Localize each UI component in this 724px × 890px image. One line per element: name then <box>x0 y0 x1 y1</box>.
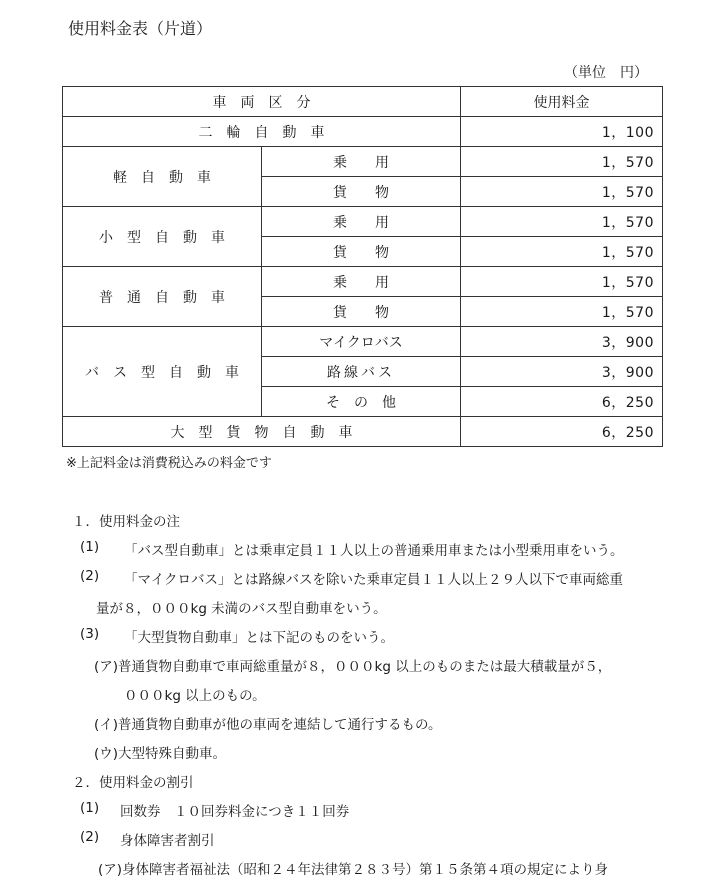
section1-item2-text: 「マイクロバス」とは路線バスを除いた乗車定員１１人以上２９人以下で車両総重 <box>124 572 623 588</box>
fee-value: 1，570 <box>461 267 663 297</box>
row-label: 二 輪 自 動 車 <box>63 117 461 147</box>
subrow-label: 路線バス <box>262 357 461 387</box>
subrow-label: 貨 物 <box>262 237 461 267</box>
row-label: 軽 自 動 車 <box>63 147 262 207</box>
fee-value: 3，900 <box>461 357 663 387</box>
section1-sub-a: (ア)普通貨物自動車で車両総重量が８，０００kg 以上のものまたは最大積載量が５， <box>94 659 612 675</box>
row-label: 普 通 自 動 車 <box>63 267 262 327</box>
section2-item2-text: 身体障害者割引 <box>120 833 215 849</box>
header-category: 車 両 区 分 <box>63 87 461 117</box>
subrow-label: そ の 他 <box>262 387 461 417</box>
table-row <box>63 207 663 237</box>
section2-item2-number: (2) <box>80 829 100 845</box>
table-row <box>63 147 663 177</box>
section1-item2-continuation: 量が８，０００kg 未満のバス型自動車をいう。 <box>96 601 387 617</box>
subrow-label: 乗 用 <box>262 147 461 177</box>
fee-table <box>62 86 663 447</box>
fee-value: 1，570 <box>461 237 663 267</box>
section2-sub-a: (ア)身体障害者福祉法（昭和２４年法律第２８３号）第１５条第４項の規定により身 <box>98 862 609 878</box>
section2-heading: ２．使用料金の割引 <box>72 775 194 791</box>
row-label: バ ス 型 自 動 車 <box>63 327 262 417</box>
header-fee: 使用料金 <box>461 87 663 117</box>
section1-item2-number: (2) <box>80 568 100 584</box>
section1-sub-a-continuation: ０００kg 以上のもの。 <box>124 688 266 704</box>
subrow-label: マイクロバス <box>262 327 461 357</box>
section1-heading: １．使用料金の注 <box>72 514 180 530</box>
table-row <box>63 117 663 147</box>
fee-value: 1，100 <box>461 117 663 147</box>
fee-value: 6，250 <box>461 387 663 417</box>
section2-item1-number: (1) <box>80 800 100 816</box>
section1-sub-u: (ウ)大型特殊自動車。 <box>94 746 227 762</box>
fee-value: 1，570 <box>461 207 663 237</box>
section1-item1-number: (1) <box>80 539 100 555</box>
section1-item3-text: 「大型貨物自動車」とは下記のものをいう。 <box>124 630 394 646</box>
fee-value: 6，250 <box>461 417 663 447</box>
subrow-label: 貨 物 <box>262 177 461 207</box>
table-row <box>63 267 663 297</box>
section1-sub-i: (イ)普通貨物自動車が他の車両を連結して通行するもの。 <box>94 717 442 733</box>
table-row <box>63 327 663 357</box>
table-header-row <box>63 87 663 117</box>
unit-label: （単位 円） <box>564 65 648 81</box>
row-label: 大 型 貨 物 自 動 車 <box>63 417 461 447</box>
subrow-label: 乗 用 <box>262 207 461 237</box>
fee-value: 3，900 <box>461 327 663 357</box>
fee-value: 1，570 <box>461 177 663 207</box>
row-label: 小 型 自 動 車 <box>63 207 262 267</box>
page-title: 使用料金表（片道） <box>68 19 213 38</box>
section1-item1-text: 「バス型自動車」とは乗車定員１１人以上の普通乗用車または小型乗用車をいう。 <box>124 543 624 559</box>
section2-item1-text: 回数券 １０回券料金につき１１回券 <box>120 804 350 820</box>
fee-value: 1，570 <box>461 297 663 327</box>
section1-item3-number: (3) <box>80 626 100 642</box>
subrow-label: 乗 用 <box>262 267 461 297</box>
subrow-label: 貨 物 <box>262 297 461 327</box>
fee-value: 1，570 <box>461 147 663 177</box>
tax-note: ※上記料金は消費税込みの料金です <box>66 456 272 471</box>
table-row <box>63 417 663 447</box>
